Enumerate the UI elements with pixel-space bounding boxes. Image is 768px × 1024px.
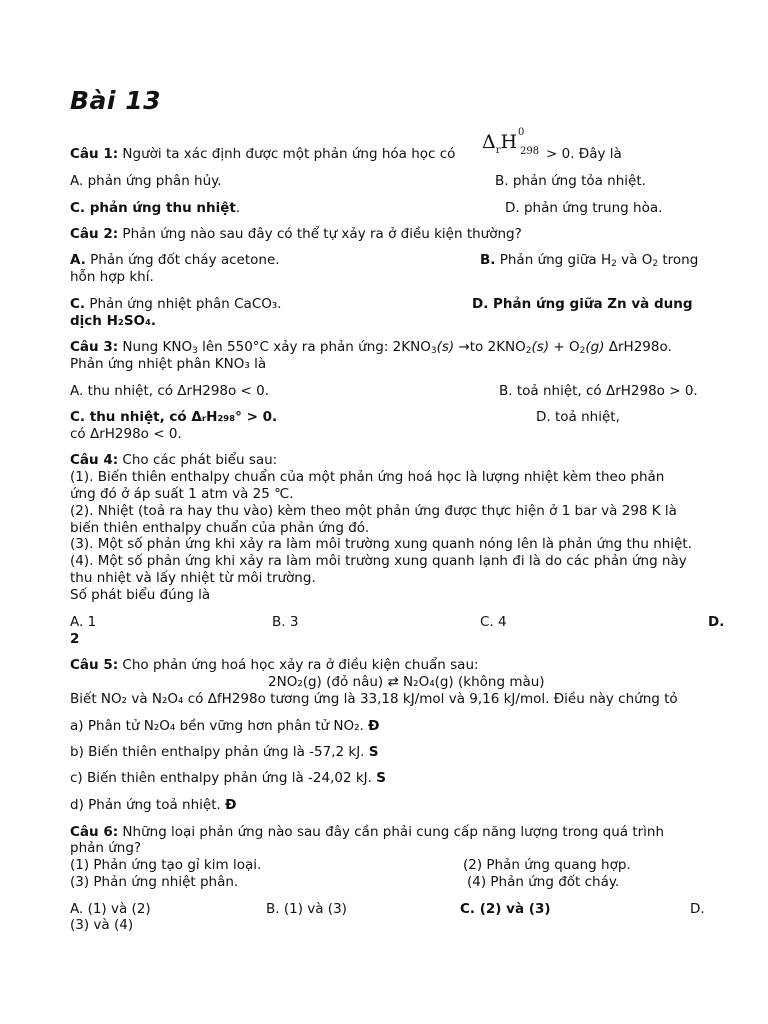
q3-option-c-text: C. thu nhiệt, có ΔᵣH₂₉₈° > 0. [70, 409, 278, 425]
q3-stem-line2: Phản ứng nhiệt phân KNO₃ là [70, 356, 267, 372]
q5-answer-b: S [368, 744, 379, 760]
page-title: Bài 13 [70, 86, 161, 115]
q1-option-a: A. phản ứng phân hủy. [70, 173, 222, 189]
q2-option-b-text3: trong [662, 252, 699, 268]
q5-equation: 2NO₂(g) (đỏ nâu) ⇄ N₂O₄(g) (không màu) [268, 674, 545, 690]
q6-stem-cont: phản ứng? [70, 840, 142, 856]
q1-option-d: D. phản ứng trung hòa. [505, 200, 663, 216]
q1-option-c-dot: . [235, 200, 241, 216]
q3-option-c [70, 409, 277, 426]
q3-option-d-cont: có ΔrH298o < 0. [70, 426, 182, 442]
q5-statement-a-text: a) Phân tử N₂O₄ bền vững hơn phân tử NO₂. [70, 718, 364, 734]
q6-label: Câu 6: [70, 824, 119, 840]
q2-stem-text: Phản ứng nào sau đây có thể tự xảy ra ở điều kiện thường? [122, 226, 522, 242]
q3-option-a: A. thu nhiệt, có ΔrH298o < 0. [70, 383, 270, 399]
q2-stem [70, 226, 522, 243]
q2-label: Câu 2: [70, 226, 119, 242]
q1-formula-sub: 298 [520, 146, 540, 157]
q1-formula-sup: 0 [518, 127, 525, 138]
q4-option-c: C. 4 [480, 614, 507, 630]
q2-option-c [70, 296, 282, 313]
q2-option-a-text: Phản ứng đốt cháy acetone. [90, 252, 280, 268]
q1-stem-end: > 0. Đây là [546, 146, 622, 162]
q4-option-d-cont [70, 631, 79, 648]
q5-statement-d-text: d) Phản ứng toả nhiệt. [70, 797, 221, 813]
q1-option-c [70, 200, 240, 217]
q1-label: Câu 1: [70, 146, 119, 162]
q3-stem-d: →to 2KNO [458, 339, 526, 355]
q5-answer-c: S [376, 770, 386, 786]
q3-stem-g: (g) [585, 339, 605, 355]
q1-stem [70, 146, 455, 163]
q3-option-b: B. toả nhiệt, có ΔrH298o > 0. [499, 383, 698, 399]
q4-line: thu nhiệt và lấy nhiệt từ môi trường. [70, 570, 316, 586]
q1-formula-h: H [500, 131, 518, 153]
q3-sub1: 3 [192, 346, 198, 356]
q4-option-d [708, 614, 724, 631]
q5-info: Biết NO₂ và N₂O₄ có ΔfH298o tương ứng là 33,18 kJ/mol và 9,16 kJ/mol. Điều này chứng tỏ [70, 691, 678, 707]
q4-line: (1). Biến thiên enthalpy chuẩn của một phản ứng hoá học là lượng nhiệt kèm theo phản [70, 469, 665, 485]
q2-option-a-label: A. [70, 252, 86, 268]
q3-stem-a: Nung KNO [122, 339, 193, 355]
q5-statement-b [70, 744, 379, 761]
q4-label: Câu 4: [70, 452, 119, 468]
q2-option-d-cont-text: dịch H₂SO₄. [70, 313, 157, 329]
q2-option-b-sub2: 2 [652, 259, 659, 269]
q5-statement-c [70, 770, 386, 787]
q6-item-3: (3) Phản ứng nhiệt phân. [70, 874, 239, 890]
q3-stem-b: lên 550°C xảy ra phản ứng: 2KNO [202, 339, 431, 355]
q5-label: Câu 5: [70, 657, 119, 673]
q6-option-d-cont: (3) và (4) [70, 917, 134, 933]
q2-option-b-label: B. [480, 252, 496, 268]
q4-line: ứng đó ở áp suất 1 atm và 25 ℃. [70, 486, 294, 502]
q3-stem-e: (s) [531, 339, 550, 355]
q2-option-b-text2: và O [621, 252, 653, 268]
q6-item-1: (1) Phản ứng tạo gỉ kim loại. [70, 857, 262, 873]
q5-stem-text: Cho phản ứng hoá học xảy ra ở điều kiện chuẩn sau: [122, 657, 479, 673]
q3-sub3: 2 [525, 346, 532, 356]
q1-formula-r: r [495, 145, 501, 156]
q2-option-b-cont: hỗn hợp khí. [70, 269, 154, 285]
q4-line: (4). Một số phản ứng khi xảy ra làm môi trường xung quanh lạnh đi là do các phản ứng này [70, 553, 687, 569]
q4-stem [70, 452, 277, 469]
q1-option-c-text: C. phản ứng thu nhiệt [70, 200, 236, 216]
q6-option-b: B. (1) và (3) [266, 901, 347, 917]
q1-formula-delta: Δ [482, 131, 496, 153]
q3-label: Câu 3: [70, 339, 119, 355]
q3-sub4: 2 [579, 346, 586, 356]
q4-line: biến thiên enthalpy chuẩn của phản ứng đó. [70, 520, 370, 536]
q1-option-b: B. phản ứng tỏa nhiệt. [495, 173, 646, 189]
q2-option-b [480, 252, 698, 273]
q4-option-d-cont-text: 2 [70, 631, 80, 647]
q6-item-4: (4) Phản ứng đốt cháy. [467, 874, 620, 890]
q2-option-b-text1: Phản ứng giữa H [499, 252, 612, 268]
q2-option-d-text: D. Phản ứng giữa Zn và dung [472, 296, 693, 312]
q4-option-b: B. 3 [272, 614, 299, 630]
q5-answer-a: Đ [368, 718, 380, 734]
q3-sub2: 3 [430, 346, 437, 356]
q2-option-c-text: Phản ứng nhiệt phân CaCO₃. [89, 296, 282, 312]
q5-stem [70, 657, 479, 674]
q3-stem-h: ΔrH298o. [608, 339, 672, 355]
q1-stem-text: Người ta xác định được một phản ứng hóa học có [122, 146, 456, 162]
q5-statement-c-text: c) Biến thiên enthalpy phản ứng là -24,02 kJ. [70, 770, 372, 786]
q5-answer-d: Đ [225, 797, 237, 813]
q3-option-d: D. toả nhiệt, [536, 409, 620, 425]
q2-option-d-cont [70, 313, 156, 330]
q6-stem [70, 824, 664, 841]
q2-option-c-label: C. [70, 296, 86, 312]
q6-stem-text: Những loại phản ứng nào sau đây cần phải cung cấp năng lượng trong quá trình [122, 824, 665, 840]
q2-option-d [472, 296, 693, 313]
q3-stem-c: (s) [436, 339, 455, 355]
q3-stem-f: + O [553, 339, 580, 355]
q2-option-a [70, 252, 280, 269]
q6-option-a: A. (1) và (2) [70, 901, 151, 917]
q4-option-a: A. 1 [70, 614, 97, 630]
q5-statement-a [70, 718, 379, 735]
q4-stem-text: Cho các phát biểu sau: [122, 452, 278, 468]
q4-line: (3). Một số phản ứng khi xảy ra làm môi trường xung quanh nóng lên là phản ứng thu nhiệt. [70, 536, 692, 552]
q5-statement-b-text: b) Biến thiên enthalpy phản ứng là -57,2 kJ. [70, 744, 365, 760]
q4-line: (2). Nhiệt (toả ra hay thu vào) kèm theo một phản ứng được thực hiện ở 1 bar và 298 K là [70, 503, 677, 519]
q6-option-c [460, 901, 551, 918]
q5-statement-d [70, 797, 236, 814]
q6-option-d: D. [690, 901, 705, 917]
q6-option-c-text: C. (2) và (3) [460, 901, 551, 917]
q4-line: Số phát biểu đúng là [70, 587, 211, 603]
q6-item-2: (2) Phản ứng quang hợp. [463, 857, 631, 873]
q4-option-d-text: D. [708, 614, 725, 630]
q1-formula [482, 127, 540, 157]
q2-option-b-sub1: 2 [611, 259, 617, 269]
